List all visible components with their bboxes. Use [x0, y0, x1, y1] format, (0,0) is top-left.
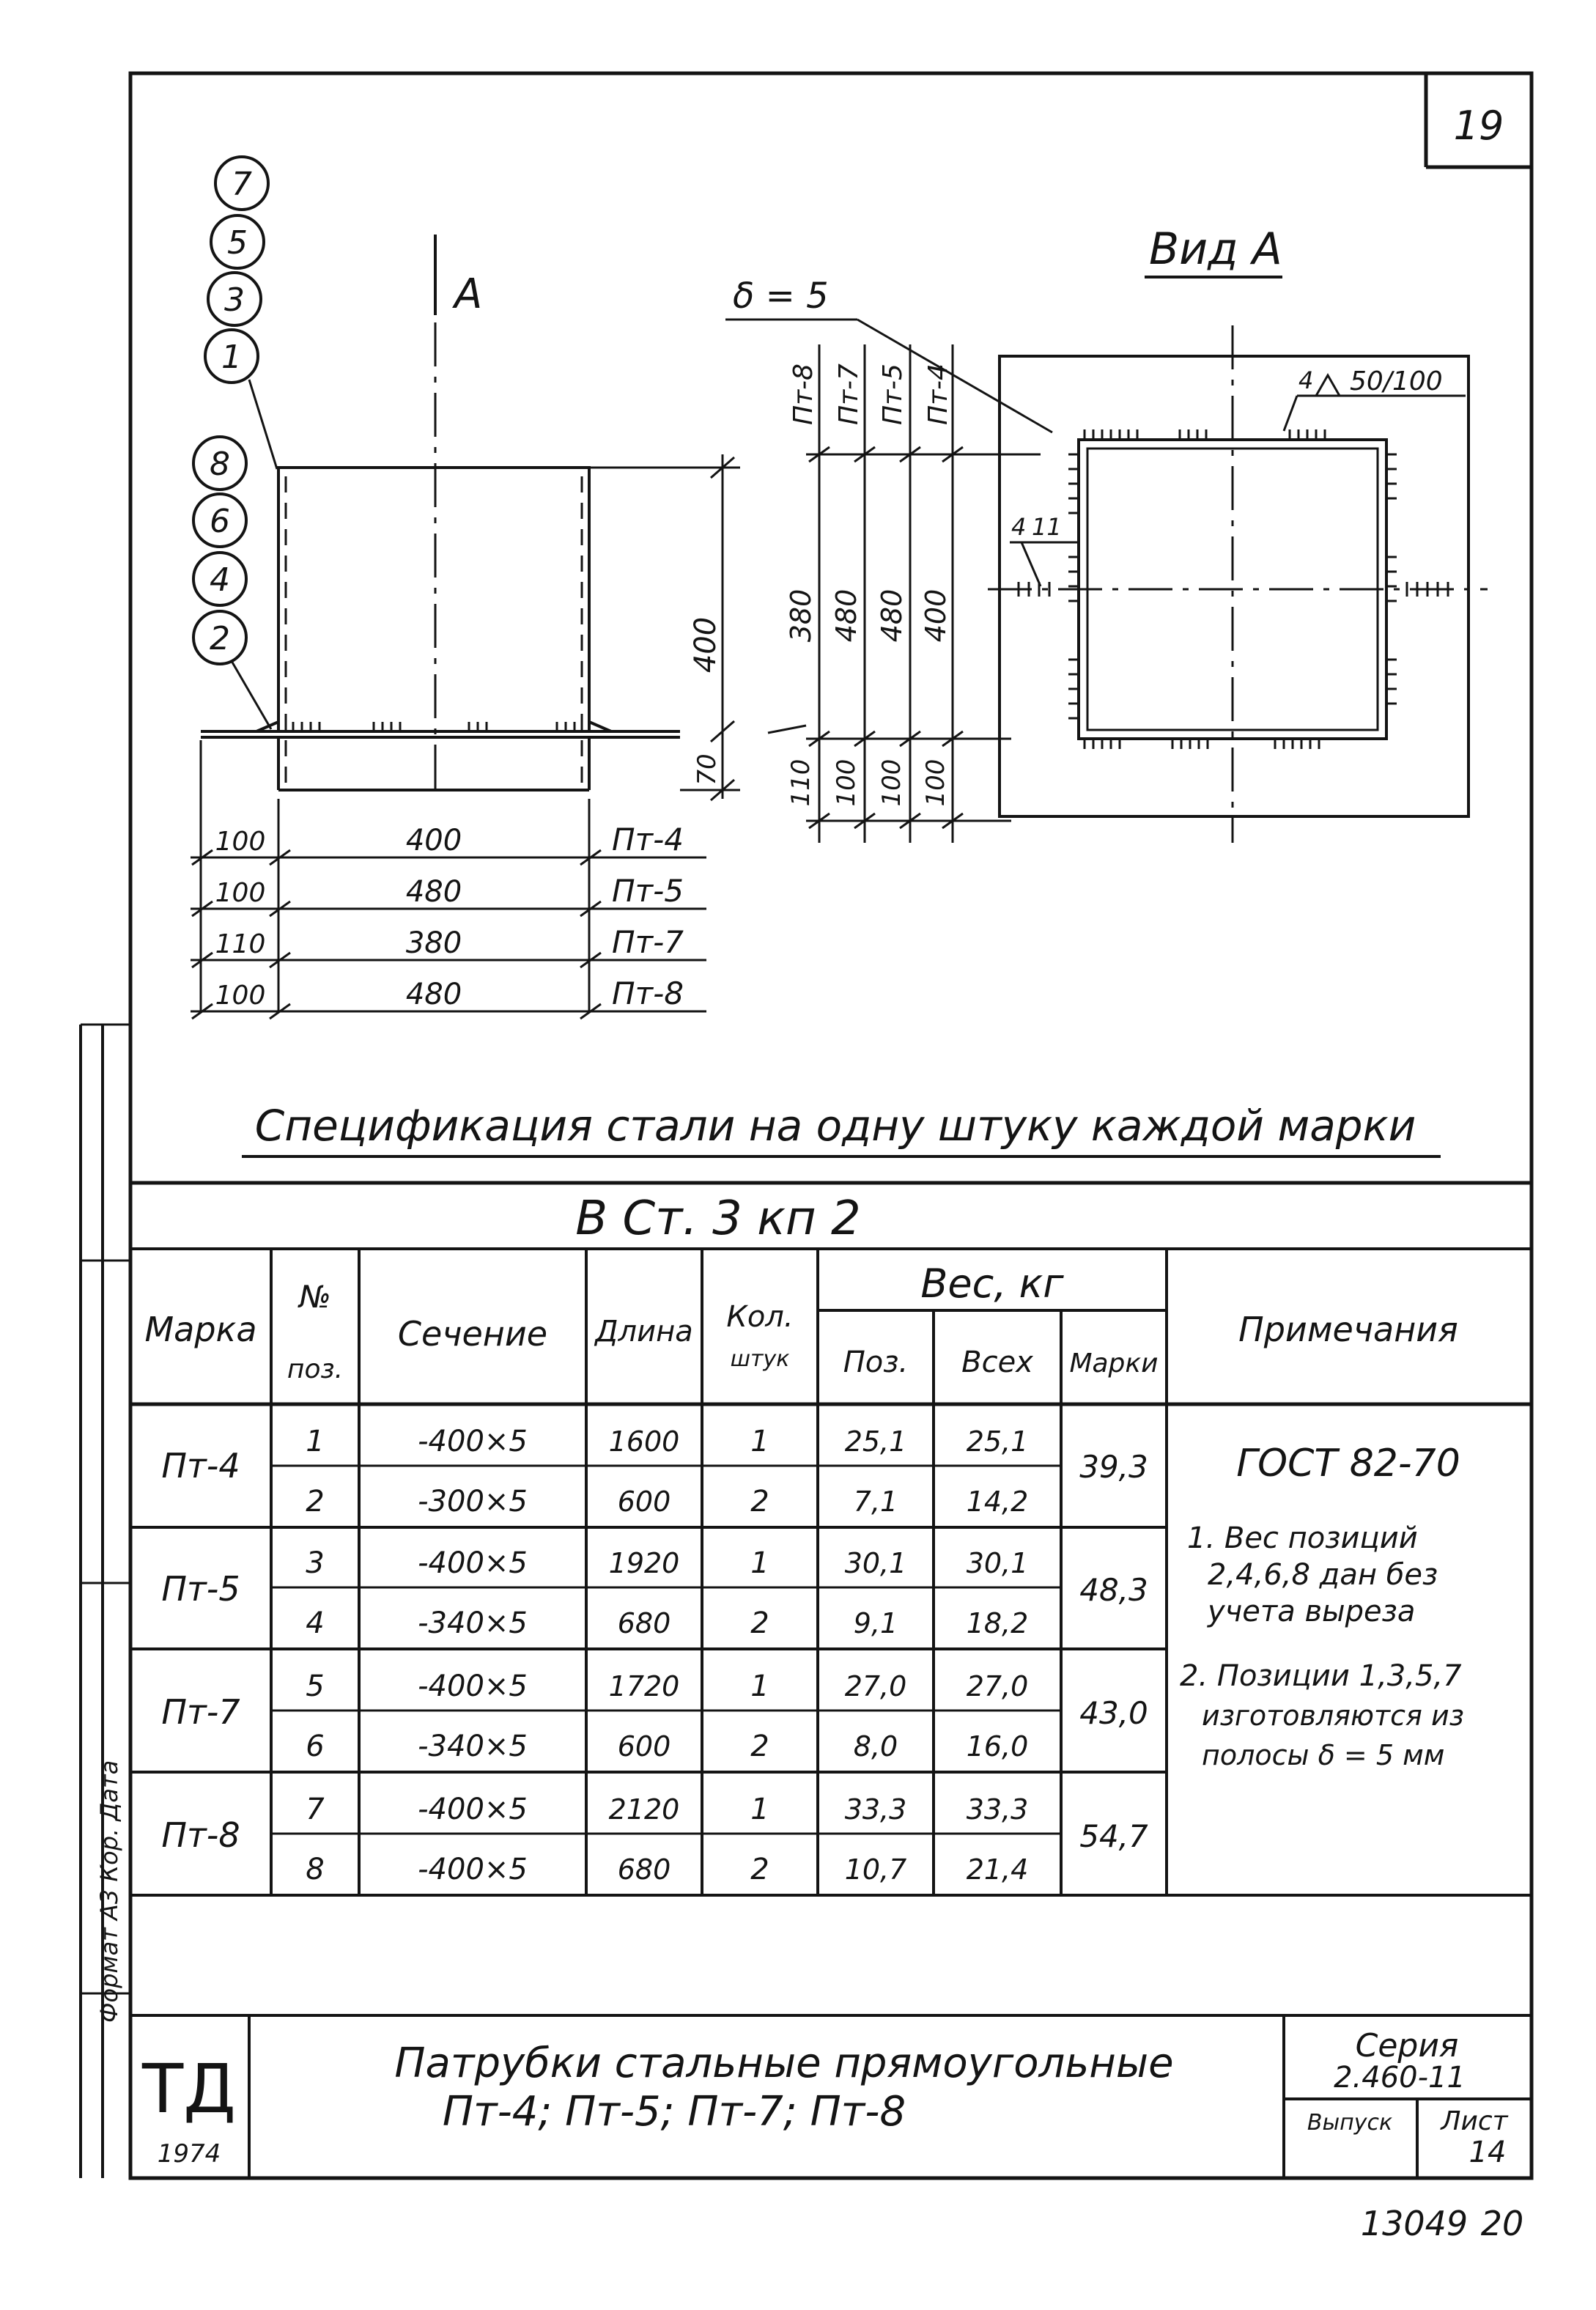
cell-length: 1600 [608, 1425, 680, 1458]
series-label: Серия [1355, 2027, 1459, 2064]
callout-7: 7 [232, 166, 252, 203]
header-weight: Вес, кг [920, 1261, 1064, 1307]
cell-qty: 2 [750, 1730, 769, 1763]
group-mark-weight: 48,3 [1079, 1572, 1148, 1608]
cell-length: 600 [617, 1730, 671, 1763]
cell-w-pos: 25,1 [844, 1425, 907, 1458]
sheet-label: Лист [1441, 2106, 1508, 2136]
cell-section: -400×5 [418, 1793, 528, 1826]
header-w-mark: Марки [1069, 1348, 1159, 1379]
cell-w-all: 33,3 [966, 1793, 1029, 1826]
cell-length: 1720 [608, 1670, 680, 1702]
pipe-body [278, 468, 589, 731]
cell-qty: 2 [750, 1853, 769, 1886]
dim-row3-mark: Пт-7 [612, 924, 684, 960]
note-line-6: полосы δ = 5 мм [1202, 1739, 1445, 1771]
dim-table [191, 740, 706, 1019]
issue-label: Выпуск [1307, 2110, 1393, 2136]
note-line-2: 2,4,6,8 дан без [1208, 1558, 1438, 1592]
series-value: 2.460-11 [1334, 2061, 1466, 2095]
table-group-pt7 [161, 1669, 1148, 1763]
cell-section: -340×5 [418, 1606, 528, 1640]
dim-row1-size: 400 [405, 824, 462, 857]
weld-left-leg: 4 [1011, 513, 1027, 541]
dim-row4-edge: 100 [215, 981, 266, 1011]
cell-w-all: 14,2 [966, 1486, 1029, 1518]
sheet-value: 14 [1468, 2136, 1507, 2169]
callout-1: 1 [221, 339, 242, 376]
group-mark-weight: 54,7 [1079, 1818, 1148, 1854]
cell-pos: 5 [306, 1669, 325, 1703]
table-row [306, 1425, 1028, 1458]
header-pos-b: поз. [287, 1354, 344, 1384]
inner-dim-pt8: 380 [785, 588, 817, 643]
cell-qty: 1 [750, 1425, 769, 1458]
cell-qty: 1 [750, 1546, 769, 1580]
spec-title: Спецификация стали на одну штуку каждой марки [254, 1101, 1416, 1151]
col-mark-pt8: Пт-8 [788, 364, 819, 425]
table-row [306, 1485, 1028, 1519]
cell-w-pos: 9,1 [853, 1607, 898, 1639]
table-row [306, 1546, 1028, 1580]
cell-section: -400×5 [418, 1853, 528, 1886]
logo-td: ТД [141, 2050, 237, 2128]
side-view [191, 157, 740, 1019]
header-qty-a: Кол. [726, 1300, 794, 1334]
group-mark: Пт-8 [161, 1815, 240, 1855]
header-qty-b: штук [730, 1346, 790, 1372]
view-a [725, 224, 1488, 843]
cell-pos: 3 [306, 1546, 325, 1580]
steel-grade: В Ст. 3 кп 2 [575, 1192, 861, 1246]
cell-w-all: 30,1 [966, 1547, 1029, 1579]
weld-left-count: 11 [1032, 513, 1062, 541]
dim-row4-size: 480 [405, 978, 462, 1011]
header-pos-a: № [299, 1279, 331, 1315]
dim-row4-mark: Пт-8 [612, 975, 684, 1011]
cell-pos: 2 [306, 1485, 325, 1519]
note-line-1: 1. Вес позиций [1187, 1521, 1418, 1555]
dim-row1-edge: 100 [215, 827, 266, 857]
dim-row2-edge: 100 [215, 878, 266, 908]
cell-w-all: 21,4 [966, 1853, 1029, 1886]
section-mark-a: A [454, 270, 483, 318]
cell-w-all: 18,2 [966, 1607, 1029, 1639]
header-mark: Марка [144, 1310, 257, 1349]
inner-dim-pt7: 480 [830, 588, 862, 643]
footer-number-1: 13049 [1360, 2204, 1468, 2243]
callouts-bottom [193, 437, 271, 729]
notes-column [1180, 1442, 1464, 1771]
cell-length: 680 [617, 1853, 671, 1886]
note-line-5: изготовляются из [1202, 1700, 1464, 1732]
group-mark: Пт-5 [161, 1569, 240, 1609]
cell-w-all: 16,0 [966, 1730, 1029, 1763]
cell-section: -400×5 [418, 1669, 528, 1703]
footer-number-2: 20 [1480, 2204, 1524, 2243]
table-group-pt8 [161, 1793, 1148, 1886]
group-mark: Пт-4 [161, 1446, 240, 1486]
group-mark-weight: 43,0 [1079, 1695, 1148, 1731]
cell-section: -300×5 [418, 1485, 528, 1519]
cell-length: 1920 [608, 1547, 680, 1579]
cell-w-pos: 33,3 [844, 1793, 907, 1826]
title-year: 1974 [157, 2139, 221, 2169]
group-mark-weight: 39,3 [1079, 1449, 1148, 1485]
table-group-pt5 [161, 1546, 1148, 1640]
edge-dim-pt8: 110 [786, 759, 816, 807]
side-stamp: Формат А3 Кор. Дата [95, 1760, 123, 2023]
callout-3: 3 [224, 281, 245, 319]
cell-w-all: 27,0 [966, 1670, 1029, 1702]
cell-qty: 2 [750, 1485, 769, 1519]
header-length: Длина [595, 1315, 693, 1348]
dim-row2-size: 480 [405, 875, 462, 909]
note-line-4: 2. Позиции 1,3,5,7 [1180, 1659, 1462, 1693]
cell-section: -400×5 [418, 1425, 528, 1458]
note-gost: ГОСТ 82-70 [1236, 1442, 1460, 1486]
cell-length: 600 [617, 1486, 671, 1518]
table-row [306, 1606, 1028, 1640]
cell-w-all: 25,1 [966, 1425, 1029, 1458]
callout-4: 4 [210, 561, 230, 599]
callouts-top [205, 157, 277, 469]
col-mark-pt4: Пт-4 [923, 364, 953, 425]
note-line-3: учета выреза [1208, 1595, 1416, 1628]
edge-dim-pt5: 100 [877, 759, 906, 807]
cell-w-pos: 7,1 [853, 1486, 898, 1518]
view-a-title: Вид А [1149, 224, 1282, 275]
cell-pos: 6 [306, 1730, 325, 1763]
callout-2: 2 [210, 620, 230, 657]
dim-row1-mark: Пт-4 [612, 822, 684, 857]
inner-dim-pt4: 400 [920, 588, 952, 643]
title-block [141, 2015, 1532, 2178]
cell-section: -400×5 [418, 1546, 528, 1580]
table-group-pt4 [161, 1425, 1148, 1519]
cell-pos: 7 [306, 1793, 325, 1826]
cell-pos: 8 [306, 1853, 325, 1886]
table-row [306, 1730, 1028, 1763]
inner-dim-pt5: 480 [876, 588, 908, 643]
cell-pos: 1 [306, 1425, 325, 1458]
group-mark: Пт-7 [161, 1692, 240, 1732]
table-row [306, 1793, 1028, 1826]
callout-5: 5 [227, 224, 248, 262]
thickness-label: δ = 5 [733, 276, 829, 317]
dim-row3-size: 380 [405, 926, 462, 960]
edge-dim-pt7: 100 [832, 759, 861, 807]
cell-w-pos: 10,7 [844, 1853, 907, 1886]
header-section: Сечение [397, 1314, 548, 1354]
cell-w-pos: 8,0 [853, 1730, 898, 1763]
header-notes: Примечания [1238, 1310, 1458, 1349]
cell-pos: 4 [306, 1606, 325, 1640]
callout-6: 6 [210, 503, 230, 540]
weld-top-pitch: 50/100 [1350, 366, 1443, 396]
callout-8: 8 [210, 446, 230, 483]
col-mark-pt5: Пт-5 [878, 364, 908, 425]
cell-length: 2120 [608, 1793, 680, 1826]
cell-qty: 1 [750, 1793, 769, 1826]
cell-section: -340×5 [418, 1730, 528, 1763]
table-row [306, 1669, 1028, 1703]
table-row [306, 1853, 1028, 1886]
dim-row3-edge: 110 [215, 929, 266, 959]
title-line2: Пт-4; Пт-5; Пт-7; Пт-8 [442, 2088, 906, 2136]
col-mark-pt7: Пт-7 [834, 364, 864, 425]
edge-dim-pt4: 100 [921, 759, 950, 807]
weld-top-leg: 4 [1298, 366, 1314, 394]
page-number: 19 [1453, 103, 1504, 149]
height-dim: 400 [689, 616, 723, 674]
cell-length: 680 [617, 1607, 671, 1639]
cell-qty: 1 [750, 1669, 769, 1703]
flange-dim: 70 [692, 753, 722, 786]
header-w-pos: Поз. [843, 1346, 909, 1379]
header-w-all: Всех [961, 1346, 1033, 1379]
cell-w-pos: 30,1 [844, 1547, 907, 1579]
cell-qty: 2 [750, 1606, 769, 1640]
cell-w-pos: 27,0 [844, 1670, 907, 1702]
dim-row2-mark: Пт-5 [612, 873, 684, 909]
title-line1: Патрубки стальные прямоугольные [394, 2040, 1174, 2087]
